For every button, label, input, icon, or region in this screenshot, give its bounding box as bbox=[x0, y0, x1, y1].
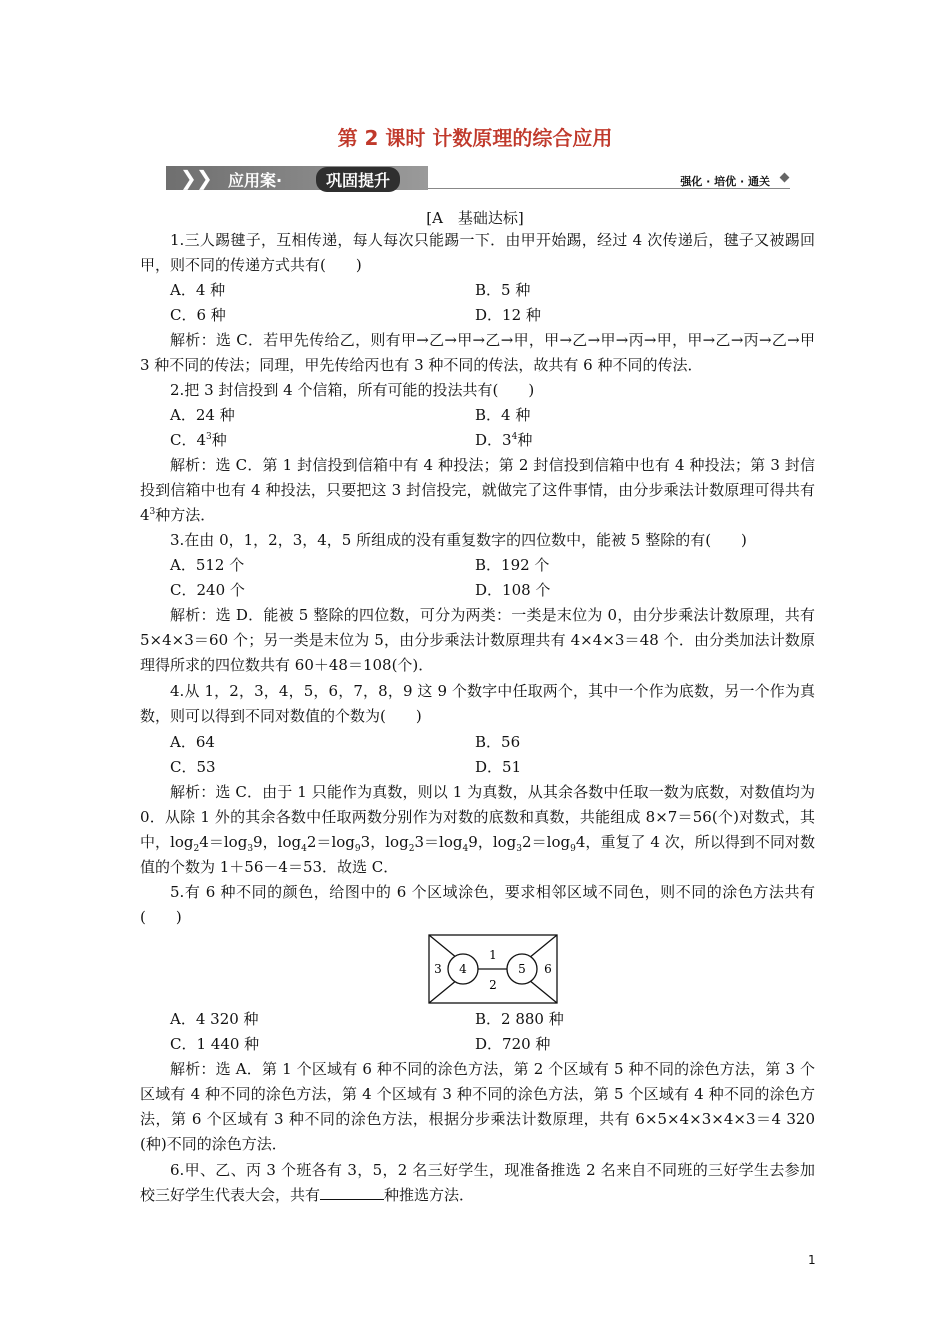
region-label-1: 1 bbox=[489, 948, 497, 962]
question-3-stem: 3.在由 0，1，2，3，4，5 所组成的没有重复数字的四位数中，能被 5 整除的有( ) bbox=[170, 531, 747, 549]
question-2-stem: 2.把 3 封信投到 4 个信箱，所有可能的投法共有( ) bbox=[170, 381, 535, 399]
q1-option-a: A．4 种 bbox=[170, 281, 226, 299]
question-1-stem: 1.三人踢毽子，互相传递，每人每次只能踢一下．由甲开始踢，经过 4 次传递后，毽子又被踢回甲，则不同的传递方式共有( ) bbox=[140, 231, 815, 274]
q1-option-b: B．5 种 bbox=[475, 281, 531, 299]
section-heading: [A 基础达标] bbox=[426, 209, 524, 227]
banner-right-label: 强化 · 培优 · 通关 bbox=[680, 175, 770, 188]
page-title: 第 2 课时 计数原理的综合应用 bbox=[337, 126, 613, 150]
q5-option-c: C．1 440 种 bbox=[170, 1035, 260, 1053]
banner-app-label: 应用案· bbox=[228, 171, 283, 190]
q2-option-a: A．24 种 bbox=[170, 406, 235, 424]
q4-option-b: B．56 bbox=[475, 733, 521, 751]
coloring-region-figure bbox=[428, 934, 558, 1004]
question-1-answer: 解析：选 C．若甲先传给乙，则有甲→乙→甲→乙→甲，甲→乙→甲→丙→甲，甲→乙→丙→乙→甲 3 种不同的传法；同理，甲先传给丙也有 3 种不同的传法，故共有 6 种不同的传法． bbox=[140, 331, 815, 374]
q3-option-b: B．192 个 bbox=[475, 556, 550, 574]
q5-option-d: D．720 种 bbox=[475, 1035, 551, 1053]
page-number: 1 bbox=[808, 1253, 816, 1267]
region-label-3: 3 bbox=[434, 962, 442, 976]
banner-pill-label: 巩固提升 bbox=[316, 167, 400, 192]
question-6-stem: 6.甲、乙、丙 3 个班各有 3，5，2 名三好学生，现准备推选 2 名来自不同班的三好学生去参加校三好学生代表大会，共有 种推选方法． bbox=[140, 1161, 815, 1204]
region-label-4: 4 bbox=[459, 962, 467, 976]
answer-blank bbox=[320, 1185, 384, 1200]
section-banner bbox=[166, 164, 794, 192]
q4-option-c: C．53 bbox=[170, 758, 216, 776]
chevron-right-icon: ❯ bbox=[180, 166, 197, 190]
region-label-2: 2 bbox=[489, 978, 497, 992]
chevron-right-icon: ❯ bbox=[196, 166, 213, 190]
question-3-answer: 解析：选 D．能被 5 整除的四位数，可分为两类：一类是末位为 0，由分步乘法计数原理，共有 5×4×3＝60 个；另一类是末位为 5，由分步乘法计数原理共有 4×4×3＝48 个．由分类加法计数原理得所求的四位数共有 60＋48＝108(个)． bbox=[140, 606, 815, 674]
q2-option-b: B．4 种 bbox=[475, 406, 531, 424]
q1-option-c: C．6 种 bbox=[170, 306, 226, 324]
q1-option-d: D．12 种 bbox=[475, 306, 541, 324]
diamond-icon bbox=[780, 173, 790, 183]
question-2-answer: 解析：选 C．第 1 封信投到信箱中有 4 种投法；第 2 封信投到信箱中也有 4 种投法；第 3 封信投到信箱中也有 4 种投法，只要把这 3 封信投完，就做完了这件事情，由分步乘法计数原理可得共有 $4^3$种方法． bbox=[140, 456, 815, 524]
q5-option-a: A．4 320 种 bbox=[170, 1010, 259, 1028]
q2-option-c: C．$4^3$种 bbox=[170, 431, 227, 449]
q2-option-d: D．$3^4$种 bbox=[475, 431, 533, 449]
question-4-stem: 4.从 1，2，3，4，5，6，7，8，9 这 9 个数字中任取两个，其中一个作为底数，另一个作为真数，则可以得到不同对数值的个数为( ) bbox=[140, 682, 815, 725]
q3-option-a: A．512 个 bbox=[170, 556, 245, 574]
q3-option-c: C．240 个 bbox=[170, 581, 245, 599]
q3-option-d: D．108 个 bbox=[475, 581, 551, 599]
q4-option-a: A．64 bbox=[170, 733, 215, 751]
q5-option-b: B．2 880 种 bbox=[475, 1010, 564, 1028]
question-4-answer: 解析：选 C．由于 1 只能作为真数，则以 1 为真数，从其余各数中任取一数为底数，对数值均为 0．从除 1 外的其余各数中任取两数分别作为对数的底数和真数，共能组成 8×7＝56(个)对数式，其中，$\log_24=\log_39$，$\log_42=\log_93$，$\log_23=\log_49$，$\log_32=\log_94$，重复了 4 次，所以得到不同对数值的个数为 1＋56－4＝53．故选 C． bbox=[140, 783, 816, 876]
question-5-stem: 5.有 6 种不同的颜色，给图中的 6 个区域涂色，要求相邻区域不同色，则不同的涂色方法共有( ) bbox=[140, 883, 815, 926]
region-label-6: 6 bbox=[544, 962, 552, 976]
question-5-answer: 解析：选 A．第 1 个区域有 6 种不同的涂色方法，第 2 个区域有 5 种不同的涂色方法，第 3 个区域有 4 种不同的涂色方法，第 4 个区域有 3 种不同的涂色方法，第 5 个区域有 4 种不同的涂色方法，第 6 个区域有 3 种不同的涂色方法，根据分步乘法计数原理，共有 6×5×4×3×4×3＝4 320 (种)不同的涂色方法． bbox=[140, 1060, 815, 1153]
region-label-5: 5 bbox=[518, 962, 526, 976]
q4-option-d: D．51 bbox=[475, 758, 522, 776]
